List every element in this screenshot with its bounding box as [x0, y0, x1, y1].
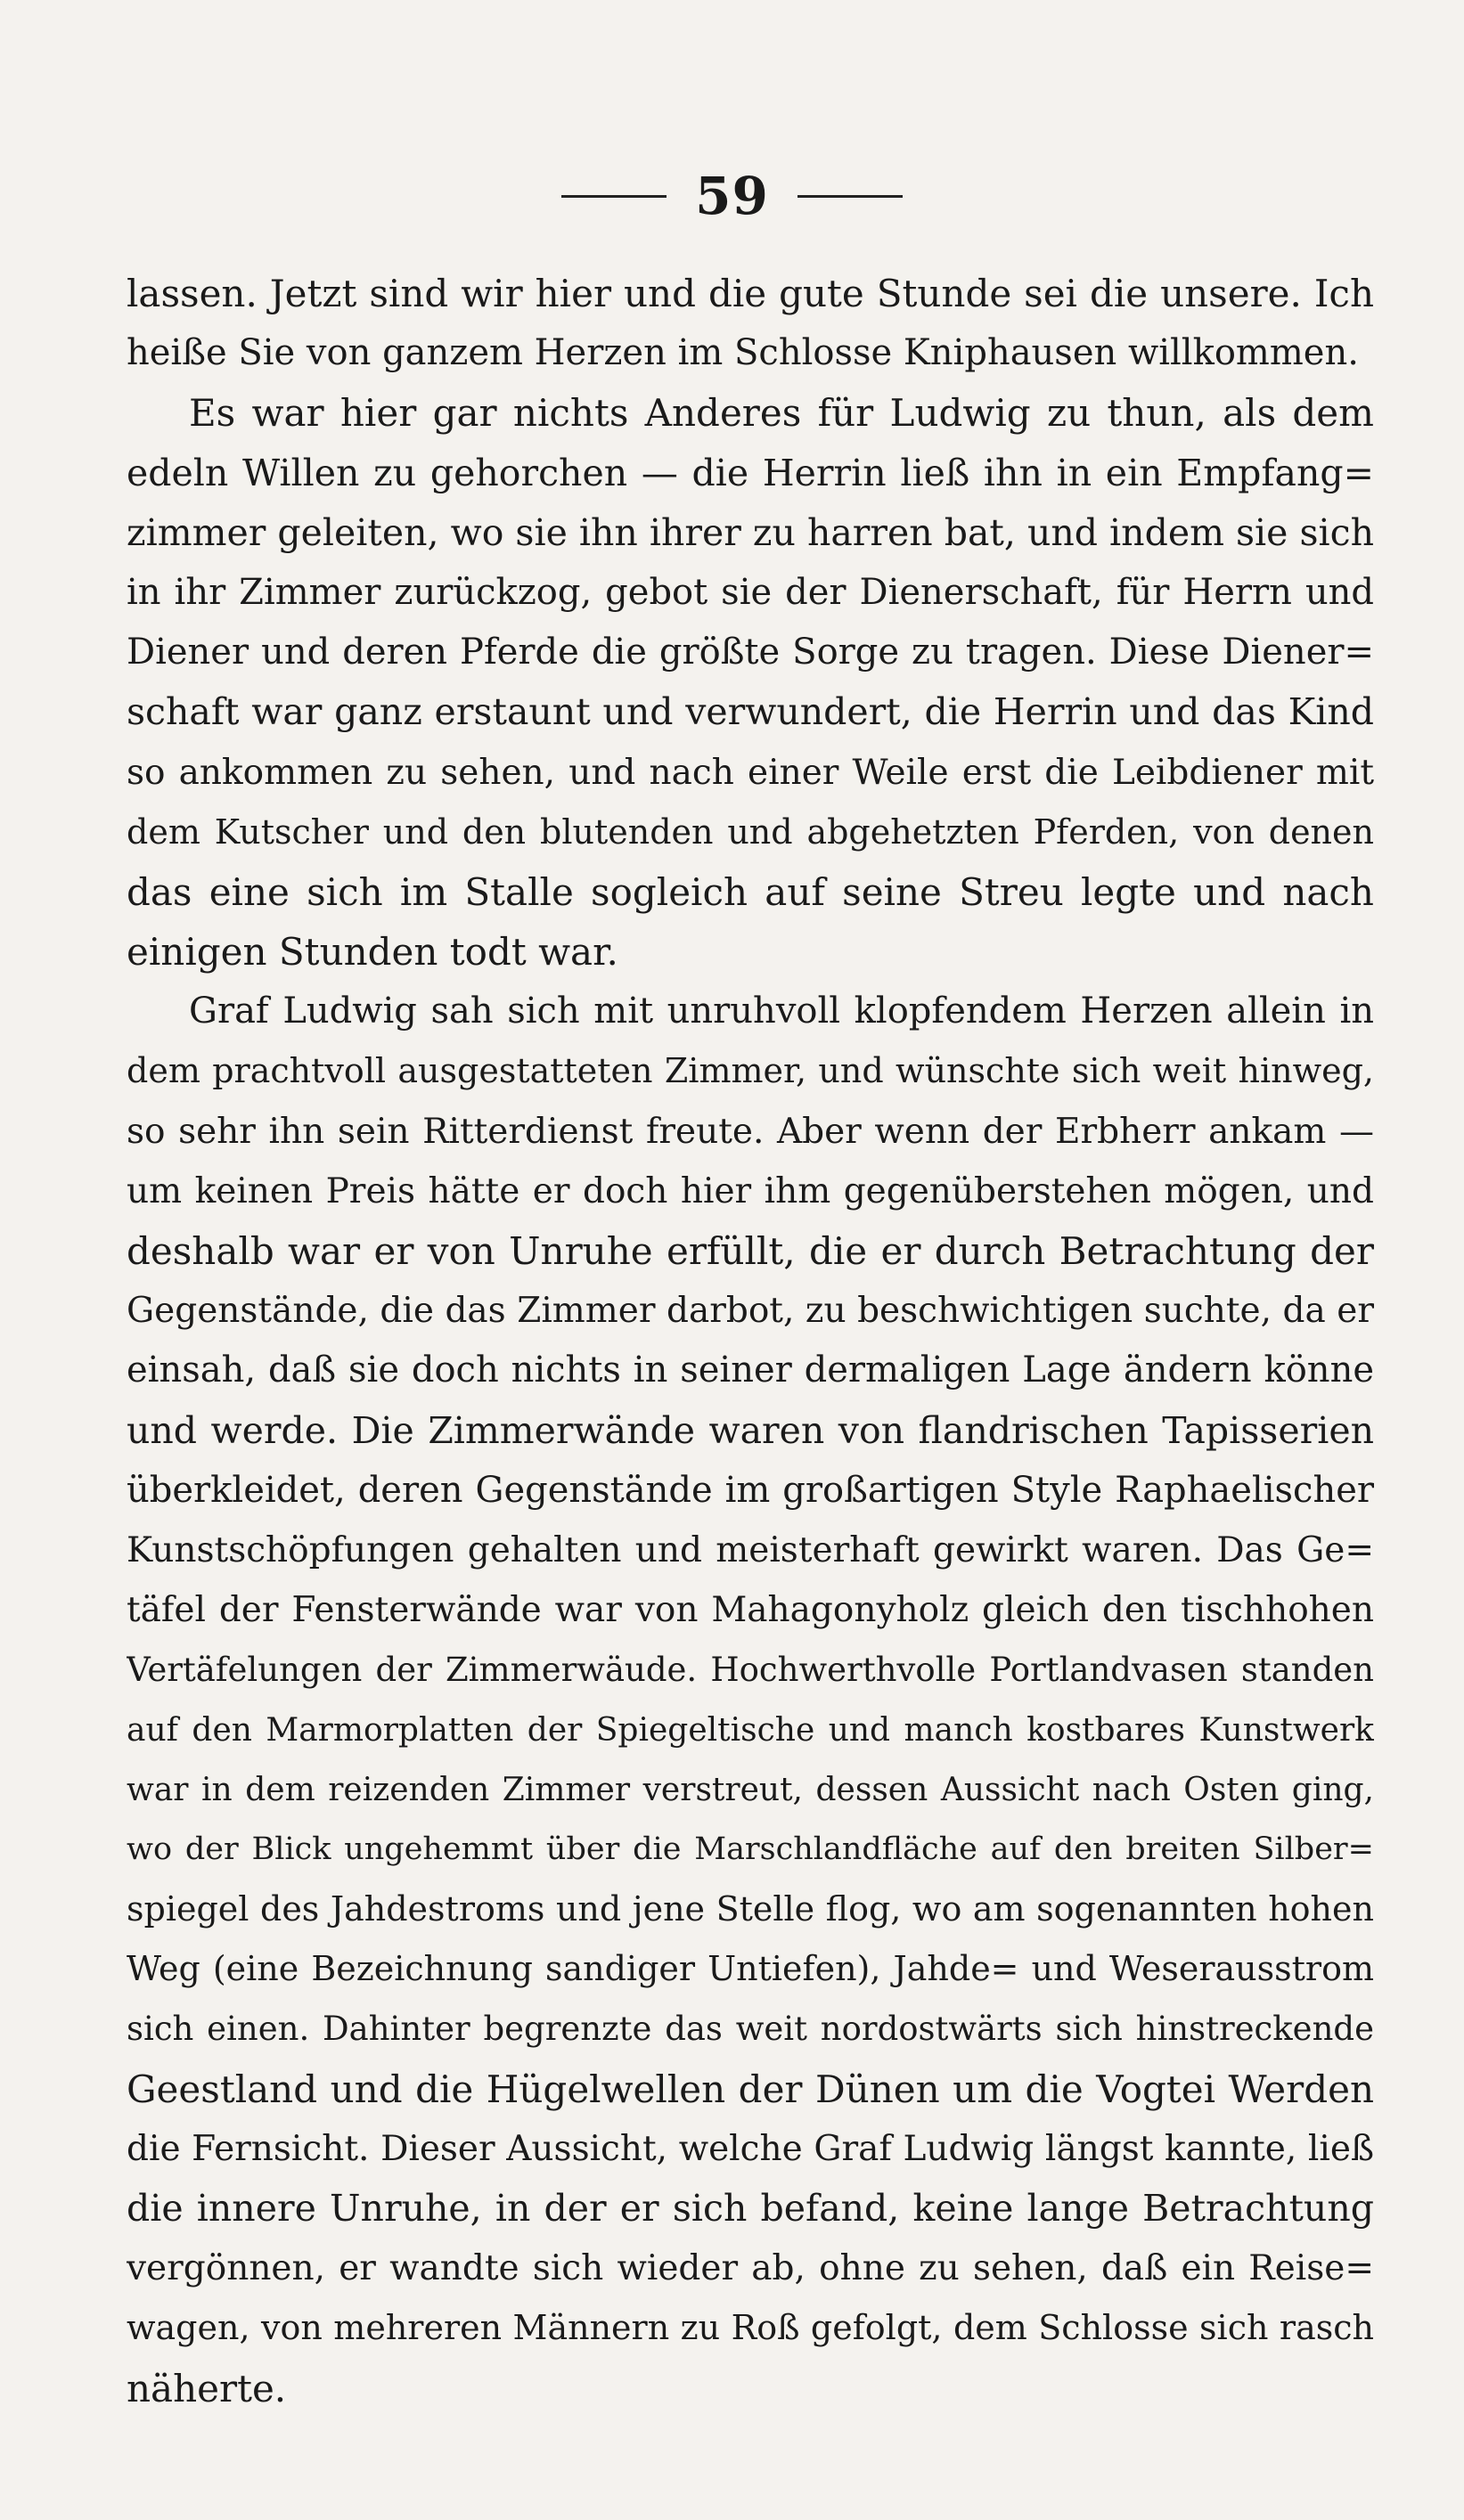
text-line: zimmer geleiten, wo sie ihn ihrer zu harren bat, und indem sie sich [127, 510, 1374, 554]
text-line: wo der Blick ungehemmt über die Marschlandfläche auf den breiten Silber= [127, 1831, 1374, 1867]
text-line: dem Kutscher und den blutenden und abgehetzten Pferden, von denen [127, 811, 1374, 852]
text-line: um keinen Preis hätte er doch hier ihm gegenüberstehen mögen, und [127, 1170, 1374, 1211]
text-line: täfel der Fensterwände war von Mahagonyholz gleich den tischhohen [127, 1590, 1374, 1631]
header-rule-right [797, 195, 903, 198]
text-line: Weg (eine Bezeichnung sandiger Untiefen), Jahde= und Weserausstrom [127, 1949, 1374, 1989]
header-rule-left [561, 195, 667, 198]
text-line: sich einen. Dahinter begrenzte das weit nordostwärts sich hinstreckende [127, 2010, 1374, 2049]
text-line: so sehr ihn sein Ritterdienst freute. Aber wenn der Erbherr ankam — [127, 1111, 1374, 1152]
text-line: in ihr Zimmer zurückzog, gebot sie der Dienerschaft, für Herrn und [127, 571, 1374, 613]
page-header [0, 160, 1464, 232]
text-line: Graf Ludwig sah sich mit unruhvoll klopfendem Herzen allein in [189, 991, 1374, 1032]
text-line: edeln Willen zu gehorchen — die Herrin ließ ihn in ein Empfang= [127, 451, 1374, 494]
text-line: spiegel des Jahdestroms und jene Stelle flog, wo am sogenannten hohen [127, 1889, 1374, 1929]
text-line: und werde. Die Zimmerwände waren von flandrischen Tapisserien [127, 1408, 1374, 1452]
text-line: lassen. Jetzt sind wir hier und die gute Stunde sei die unsere. Ich [127, 272, 1374, 315]
text-line: Es war hier gar nichts Anderes für Ludwig zu thun, als dem [189, 391, 1374, 436]
text-line: Gegenstände, die das Zimmer darbot, zu beschwichtigen suchte, da er [127, 1291, 1374, 1332]
text-line: Vertäfelungen der Zimmerwäude. Hochwerthvolle Portlandvasen standen [127, 1651, 1374, 1690]
text-line: überkleidet, deren Gegenstände im großartigen Style Raphaelischer [127, 1469, 1374, 1511]
text-line: die Fernsicht. Dieser Aussicht, welche Graf Ludwig längst kannte, ließ [127, 2128, 1374, 2169]
text-line: dem prachtvoll ausgestatteten Zimmer, und wünschte sich weit hinweg, [127, 1051, 1374, 1091]
text-line: deshalb war er von Unruhe erfüllt, die er durch Betrachtung der [127, 1229, 1374, 1273]
text-line: war in dem reizenden Zimmer verstreut, dessen Aussicht nach Osten ging, [127, 1771, 1374, 1808]
text-line: so ankommen zu sehen, und nach einer Weile erst die Leibdiener mit [127, 752, 1374, 793]
text-line: auf den Marmorplatten der Spiegeltische und manch kostbares Kunstwerk [127, 1711, 1374, 1749]
body-text [127, 264, 1374, 2418]
text-line: das eine sich im Stalle sogleich auf seine Streu legte und nach [127, 869, 1374, 914]
text-line: einsah, daß sie doch nichts in seiner dermaligen Lage ändern könne [127, 1350, 1374, 1391]
page-number: 59 [695, 166, 769, 226]
text-line: schaft war ganz erstaunt und verwundert, die Herrin und das Kind [127, 690, 1374, 734]
text-line: heiße Sie von ganzem Herzen im Schlosse Kniphausen willkommen. [127, 332, 1359, 374]
text-line: einigen Stunden todt war. [127, 930, 618, 975]
text-line: wagen, von mehreren Männern zu Roß gefolgt, dem Schlosse sich rasch [127, 2308, 1374, 2348]
text-line: näherte. [127, 2366, 287, 2410]
text-line: Geestland und die Hügelwellen der Dünen um die Vogtei Werden [127, 2067, 1374, 2111]
text-line: Diener und deren Pferde die größte Sorge zu tragen. Diese Diener= [127, 632, 1374, 673]
text-line: Kunstschöpfungen gehalten und meisterhaft gewirkt waren. Das Ge= [127, 1529, 1374, 1570]
text-line: die innere Unruhe, in der er sich befand, keine lange Betrachtung [127, 2187, 1374, 2230]
text-line: vergönnen, er wandte sich wieder ab, ohne zu sehen, daß ein Reise= [127, 2248, 1374, 2289]
